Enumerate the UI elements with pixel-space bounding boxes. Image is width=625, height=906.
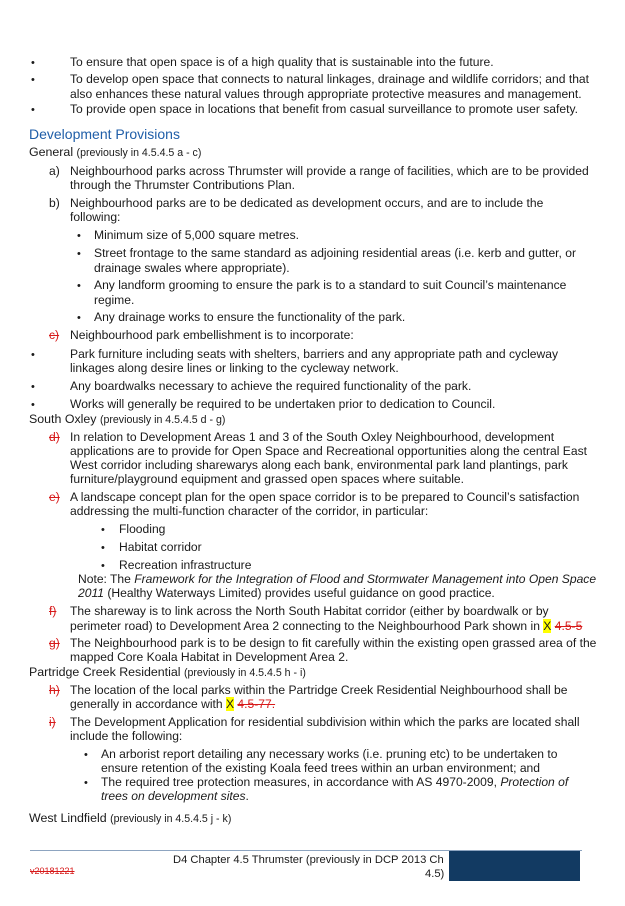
item-d-line-2: applications are to provide for Open Space and Recreational opportunities along the central East: [70, 444, 587, 458]
item-marker-b: b): [49, 196, 60, 210]
item-marker-a: a): [49, 164, 60, 178]
item-d-line-3: West corridor including sharewarys along each bank, environmental park land plantings, park: [70, 458, 568, 472]
intro-bullet-2: To develop open space that connects to natural linkages, drainage and wildlife corridors; and that: [70, 72, 590, 86]
item-marker-c: c): [49, 328, 60, 342]
i-bullet-1: An arborist report detailing any necessary works (i.e. pruning etc) to be undertaken to: [101, 747, 558, 761]
item-e-line-2: addressing the multi-function character of the corridor, in particular:: [70, 504, 429, 518]
deleted-reference: 4.5-5: [554, 619, 583, 633]
item-f-line-2: perimeter road) to Development Area 2 connecting to the Neighbourhood Park shown in X 4.5-5: [70, 619, 583, 633]
general-heading: General (previously in 4.5.4.5 a - c): [29, 145, 202, 159]
b-bullet-3: Any landform grooming to ensure the park is to a standard to suit Council’s maintenance: [94, 278, 567, 292]
note-line-2: 2011 (Healthy Waterways Limited) provides useful guidance on good practice.: [78, 586, 495, 600]
bullet-dot: •: [77, 248, 81, 260]
item-a-line-2: through the Thrumster Contributions Plan.: [70, 178, 295, 192]
c-bullet-2: Any boardwalks necessary to achieve the required functionality of the park.: [70, 379, 472, 393]
item-a-line-1: Neighbourhood parks across Thrumster will provide a range of facilities, which are to be provided: [70, 164, 589, 178]
bullet-dot: •: [77, 312, 81, 324]
item-c-line: Neighbourhood park embellishment is to incorporate:: [70, 328, 354, 342]
item-b-line-1: Neighbourhood parks are to be dedicated as development occurs, and are to include the: [70, 196, 544, 210]
item-e-line-1: A landscape concept plan for the open space corridor is to be prepared to Council’s satisfaction: [70, 490, 580, 504]
south-oxley-heading: South Oxley (previously in 4.5.4.5 d - g): [29, 412, 226, 426]
i-bullet-2-cont: trees on development sites.: [101, 789, 249, 803]
b-bullet-2-cont: drainage swales where appropriate).: [94, 261, 290, 275]
footer-version: v20181221: [30, 866, 75, 876]
item-h-line-2: generally in accordance with X 4.5-77.: [70, 697, 276, 711]
e-bullet-3: Recreation infrastructure: [119, 558, 252, 572]
item-marker-f: f): [49, 604, 57, 618]
item-h-line-1: The location of the local parks within the Partridge Creek Residential Neighbourhood shall be: [70, 683, 568, 697]
item-d-line-4: furniture/playground equipment and grassed open spaces where suitable.: [70, 472, 464, 486]
note-line-1: Note: The Framework for the Integration of Flood and Stormwater Management into Open Space: [78, 572, 597, 586]
intro-bullet-3: To provide open space in locations that benefit from casual surveillance to promote user safety.: [70, 102, 578, 116]
intro-bullet-2-cont: also enhances these natural values through appropriate protective measures and management.: [70, 87, 582, 101]
bullet-dot: •: [77, 280, 81, 292]
item-marker-i: i): [49, 715, 56, 729]
partridge-heading: Partridge Creek Residential (previously in 4.5.4.5 h - i): [29, 665, 306, 679]
item-marker-d: d): [49, 430, 60, 444]
item-i-line-2: include the following:: [70, 729, 183, 743]
bullet-dot: •: [84, 749, 88, 761]
item-i-line-1: The Development Application for residential subdivision within which the parks are located shall: [70, 715, 580, 729]
bullet-dot: •: [31, 381, 35, 393]
footer-color-block: [449, 851, 580, 881]
bullet-dot: •: [77, 230, 81, 242]
item-b-line-2: following:: [70, 210, 121, 224]
section-heading: Development Provisions: [29, 126, 180, 142]
b-bullet-2: Street frontage to the same standard as adjoining residential areas (i.e. kerb and gutter, or: [94, 246, 577, 260]
intro-bullet-1: To ensure that open space is of a high quality that is sustainable into the future.: [70, 55, 494, 69]
bullet-dot: •: [31, 104, 35, 116]
item-f-line-1: The shareway is to link across the North South Habitat corridor (either by boardwalk or by: [70, 604, 549, 618]
highlighted-placeholder: X: [543, 619, 552, 633]
b-bullet-4: Any drainage works to ensure the functionality of the park.: [94, 310, 406, 324]
item-g-line-1: The Neighbourhood park is to be design to fit carefully within the existing open grassed area of the: [70, 636, 597, 650]
item-marker-h: h): [49, 683, 60, 697]
bullet-dot: •: [84, 777, 88, 789]
c-bullet-3: Works will generally be required to be undertaken prior to dedication to Council.: [70, 397, 496, 411]
bullet-dot: •: [101, 542, 105, 554]
deleted-reference: 4.5-77.: [237, 697, 276, 711]
footer-title-line-2: 4.5): [425, 868, 445, 880]
item-g-line-2: mapped Core Koala Habitat in Development Area 2.: [70, 650, 349, 664]
bullet-dot: •: [101, 560, 105, 572]
item-marker-g: g): [49, 636, 60, 650]
item-marker-e: e): [49, 490, 60, 504]
c-bullet-1: Park furniture including seats with shelters, barriers and any appropriate path and cycleway: [70, 347, 559, 361]
i-bullet-1-cont: ensure retention of the existing Koala feed trees within an urban environment; and: [101, 761, 541, 775]
b-bullet-1: Minimum size of 5,000 square metres.: [94, 228, 300, 242]
b-bullet-3-cont: regime.: [94, 293, 135, 307]
highlighted-placeholder: X: [225, 697, 235, 711]
c-bullet-1-cont: linkages along desire lines or linking to the cycleway network.: [70, 361, 399, 375]
item-d-line-1: In relation to Development Areas 1 and 3 of the South Oxley Neighbourhood, development: [70, 430, 555, 444]
e-bullet-2: Habitat corridor: [119, 540, 202, 554]
e-bullet-1: Flooding: [119, 522, 166, 536]
west-lindfield-heading: West Lindfield (previously in 4.5.4.5 j - k): [29, 811, 232, 825]
bullet-dot: •: [31, 57, 35, 69]
bullet-dot: •: [101, 524, 105, 536]
bullet-dot: •: [31, 74, 35, 86]
i-bullet-2: The required tree protection measures, in accordance with AS 4970-2009, Protection of: [101, 775, 569, 789]
bullet-dot: •: [31, 399, 35, 411]
footer-title-line-1: D4 Chapter 4.5 Thrumster (previously in DCP 2013 Ch: [173, 854, 444, 866]
bullet-dot: •: [31, 349, 35, 361]
